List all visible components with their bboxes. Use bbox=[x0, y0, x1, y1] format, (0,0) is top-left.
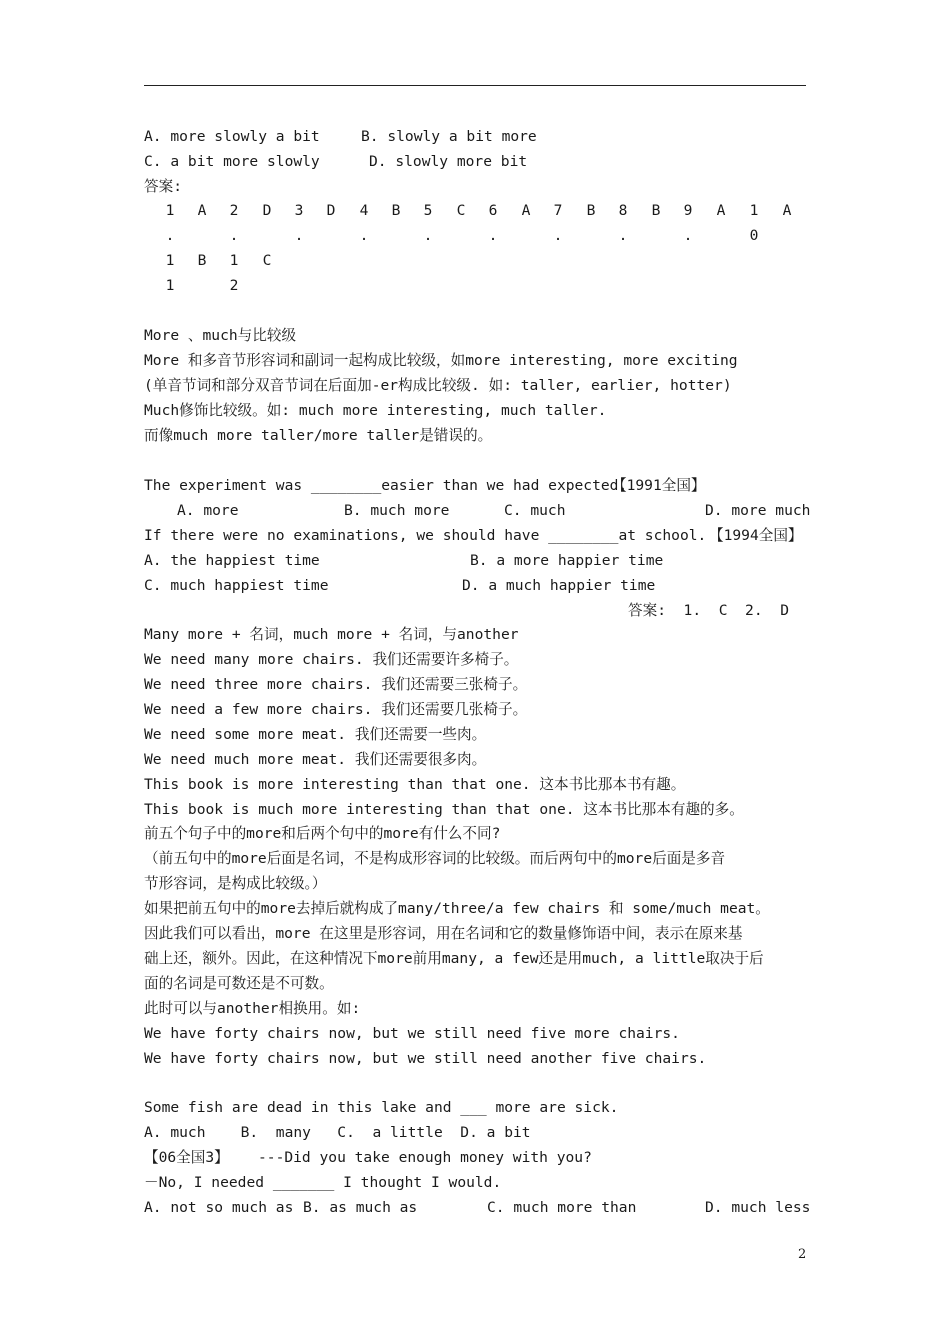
q4-option-b: B. as much as bbox=[303, 1199, 418, 1216]
answer-num-sub: 1 bbox=[165, 277, 175, 294]
q4-option-a: A. not so much as bbox=[144, 1199, 294, 1216]
explain-line: 如果把前五句中的more去掉后就构成了many/three/a few chairs 和 some/much meat。 bbox=[144, 900, 770, 917]
answer-num: 3 bbox=[294, 202, 304, 219]
explain-line: （前五句中的more后面是名词，不是构成形容词的比较级。而后两句中的more后面是多音 bbox=[144, 850, 726, 867]
answer-num: 8 bbox=[618, 202, 628, 219]
answer-num: 1 bbox=[165, 202, 175, 219]
q1-option-b: B. much more bbox=[344, 502, 450, 519]
answer-val: C bbox=[456, 202, 466, 219]
answer-val: B bbox=[391, 202, 401, 219]
q1-option-d: D. more much bbox=[705, 502, 811, 519]
answer-val: A bbox=[197, 202, 207, 219]
q3-stem: Some fish are dead in this lake and ___ more are sick. bbox=[144, 1099, 619, 1116]
header-rule bbox=[144, 85, 806, 86]
section-p3: Much修饰比较级。如: much more interesting, much taller. bbox=[144, 402, 607, 419]
section-title: More 、much与比较级 bbox=[144, 327, 297, 344]
answer-num: 1 bbox=[749, 202, 759, 219]
answer-val: A bbox=[782, 202, 792, 219]
example-line: This book is more interesting than that one. 这本书比那本书有趣。 bbox=[144, 776, 686, 793]
answers2: 答案: 1. C 2. D bbox=[628, 602, 789, 619]
example-line: We need some more meat. 我们还需要一些肉。 bbox=[144, 726, 487, 743]
q2-option-d: D. a much happier time bbox=[462, 577, 656, 594]
section-p4: 而像much more taller/more taller是错误的。 bbox=[144, 427, 493, 444]
explain-line: 此时可以与another相换用。如: bbox=[144, 1000, 361, 1017]
answer-dot: . bbox=[165, 227, 175, 244]
answer-num: 7 bbox=[553, 202, 563, 219]
q1-tag: 【1991全国】 bbox=[612, 477, 706, 494]
explain-line: 节形容词，是构成比较级。） bbox=[144, 875, 327, 892]
q1-option-c: C. much bbox=[504, 502, 566, 519]
answer-num: 2 bbox=[229, 202, 239, 219]
example-line: We need much more meat. 我们还需要很多肉。 bbox=[144, 751, 487, 768]
q4-stem: ---Did you take enough money with you? bbox=[258, 1149, 592, 1166]
option-d: D. slowly more bit bbox=[369, 153, 528, 170]
many-title: Many more + 名词，much more + 名词，与another bbox=[144, 626, 519, 643]
answer-val: A bbox=[716, 202, 726, 219]
q4-reply: －No, I needed _______ I thought I would. bbox=[144, 1174, 502, 1191]
explain-line: 面的名词是可数还是不可数。 bbox=[144, 975, 334, 992]
answer-val: B bbox=[651, 202, 661, 219]
answer-dot: . bbox=[683, 227, 693, 244]
answer-dot: . bbox=[618, 227, 628, 244]
option-a: A. more slowly a bit bbox=[144, 128, 320, 145]
example-line: We need many more chairs. 我们还需要许多椅子。 bbox=[144, 651, 519, 668]
q2-option-c: C. much happiest time bbox=[144, 577, 329, 594]
answer-dot: . bbox=[294, 227, 304, 244]
answer-dot: . bbox=[229, 227, 239, 244]
answer-dot: . bbox=[423, 227, 433, 244]
q2-option-a: A. the happiest time bbox=[144, 552, 320, 569]
answer-num: 9 bbox=[683, 202, 693, 219]
answer-dot: . bbox=[553, 227, 563, 244]
answer-num-sub: 2 bbox=[229, 277, 239, 294]
page-number: 2 bbox=[798, 1247, 807, 1262]
example-line: We have forty chairs now, but we still need five more chairs. bbox=[144, 1025, 680, 1042]
q4-tag: 【06全国3】 bbox=[144, 1149, 229, 1166]
section-p2: (单音节词和部分双音节词在后面加-er构成比较级. 如: taller, earlier, hotter) bbox=[144, 377, 732, 394]
answer-num: 6 bbox=[488, 202, 498, 219]
q1-option-a: A. more bbox=[177, 502, 239, 519]
answer-val: D bbox=[326, 202, 336, 219]
q2-tag: 【1994全国】 bbox=[709, 527, 803, 544]
answer-val: A bbox=[521, 202, 531, 219]
answer-num: 1 bbox=[229, 252, 239, 269]
example-line: We need a few more chairs. 我们还需要几张椅子。 bbox=[144, 701, 528, 718]
example-line: This book is much more interesting than that one. 这本书比那本有趣的多。 bbox=[144, 801, 744, 818]
option-b: B. slowly a bit more bbox=[361, 128, 537, 145]
q2-option-b: B. a more happier time bbox=[470, 552, 664, 569]
q1-stem: The experiment was ________easier than we had expected. bbox=[144, 477, 628, 494]
q2-stem: If there were no examinations, we should have ________at school. bbox=[144, 527, 707, 544]
explain-line: 础上还，额外。因此，在这种情况下more前用many, a few还是用much, a little取决于后 bbox=[144, 950, 764, 967]
explain-line: 前五个句子中的more和后两个句中的more有什么不同? bbox=[144, 825, 501, 842]
answer-dot: . bbox=[488, 227, 498, 244]
answer-val: B bbox=[197, 252, 207, 269]
answers-label: 答案: bbox=[144, 178, 182, 195]
q3-options: A. much B. many C. a little D. a bit bbox=[144, 1124, 531, 1141]
answer-num: 4 bbox=[359, 202, 369, 219]
answer-val: C bbox=[262, 252, 272, 269]
option-c: C. a bit more slowly bbox=[144, 153, 320, 170]
answer-num: 1 bbox=[165, 252, 175, 269]
answer-num: 5 bbox=[423, 202, 433, 219]
q4-option-c: C. much more than bbox=[487, 1199, 637, 1216]
section-p1: More 和多音节形容词和副词一起构成比较级，如more interesting, more exciting bbox=[144, 352, 738, 369]
answer-dot: . bbox=[359, 227, 369, 244]
example-line: We need three more chairs. 我们还需要三张椅子。 bbox=[144, 676, 528, 693]
answer-val: D bbox=[262, 202, 272, 219]
answer-dot: 0 bbox=[749, 227, 759, 244]
explain-line: 因此我们可以看出，more 在这里是形容词，用在名词和它的数量修饰语中间，表示在原来基 bbox=[144, 925, 743, 942]
q4-option-d: D. much less bbox=[705, 1199, 811, 1216]
example-line: We have forty chairs now, but we still need another five chairs. bbox=[144, 1050, 707, 1067]
answer-val: B bbox=[586, 202, 596, 219]
